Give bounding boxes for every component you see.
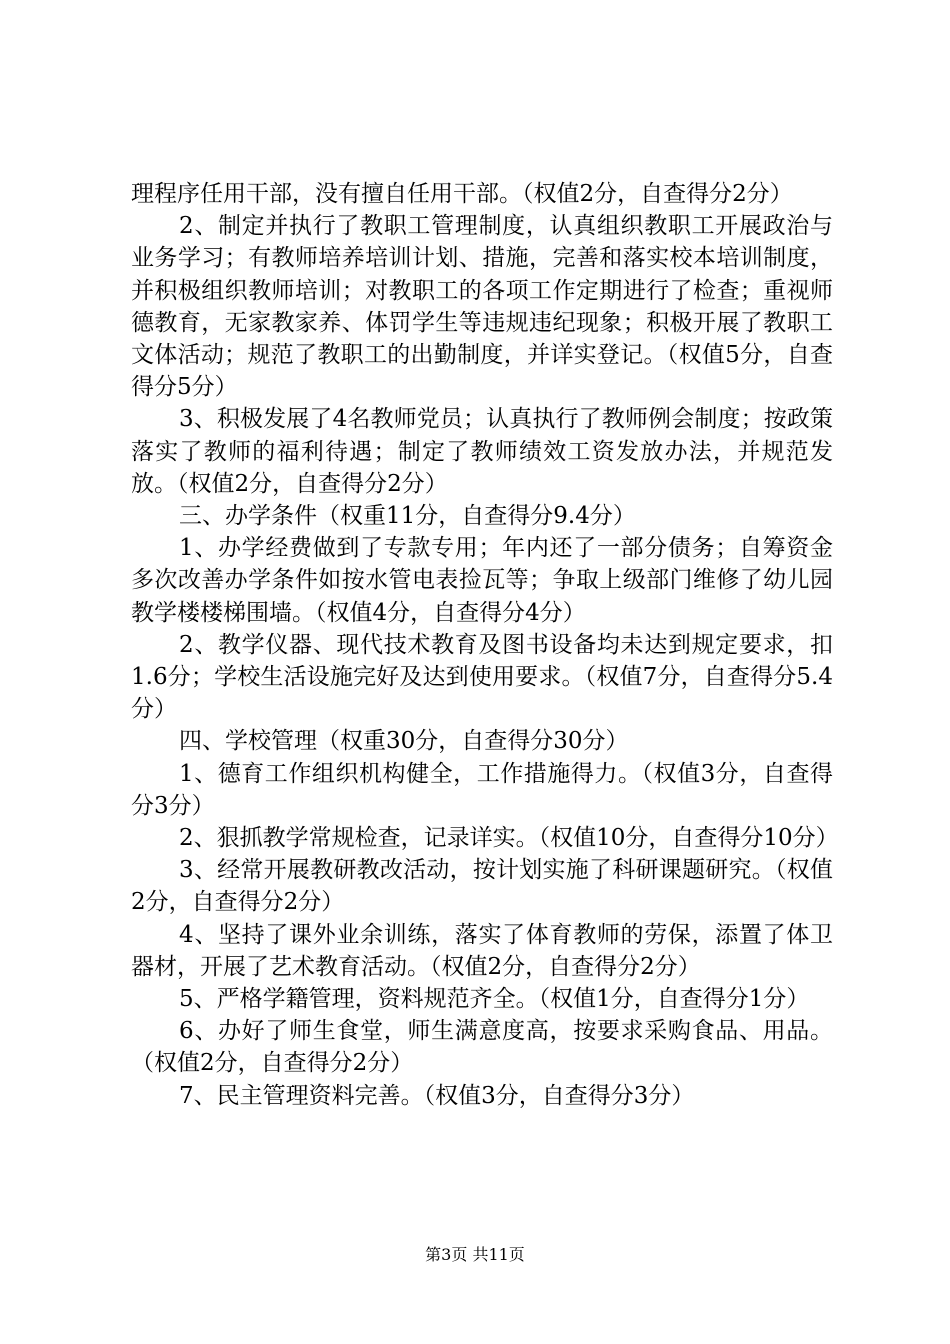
page-footer: 第3页 共11页 (425, 1245, 525, 1264)
paragraph-teaching-routine: 2、狠抓教学常规检查，记录详实。（权值10分，自查得分10分） (179, 825, 839, 852)
paragraph-teaching-research: 3、经常开展教研教改活动，按计划实施了科研课题研究。（权值2分，自查得分2分） (131, 857, 833, 916)
paragraph-equipment: 2、教学仪器、现代技术教育及图书设备均未达到规定要求，扣1.6分；学校生活设施完好及达到使用要求。（权值7分，自查得分5.4分） (131, 631, 833, 723)
paragraph-funding: 1、办学经费做到了专款专用；年内还了一部分债务；自筹资金多次改善办学条件如按水管电表捡瓦等；争取上级部门维修了幼儿园教学楼楼梯围墙。（权值4分，自查得分4分） (131, 535, 833, 626)
paragraph-canteen: 6、办好了师生食堂，师生满意度高，按要求采购食品、用品。（权值2分，自查得分2分） (131, 1018, 833, 1077)
paragraph-moral-education: 1、德育工作组织机构健全，工作措施得力。（权值3分，自查得分3分） (131, 760, 833, 819)
section-heading-school-conditions: 三、办学条件（权重11分，自查得分9.4分） (179, 503, 636, 530)
section-heading-school-management: 四、学校管理（权重30分，自查得分30分） (179, 728, 629, 755)
paragraph-democratic-management: 7、民主管理资料完善。（权值3分，自查得分3分） (179, 1082, 695, 1109)
document-body (131, 178, 839, 1112)
paragraph-student-records: 5、严格学籍管理，资料规范齐全。（权值1分，自查得分1分） (179, 986, 810, 1013)
paragraph-extracurricular: 4、坚持了课外业余训练，落实了体育教师的劳保，添置了体卫器材，开展了艺术教育活动。（权值2分，自查得分2分） (131, 921, 833, 980)
paragraph-cadre-appointment: 理程序任用干部，没有擅自任用干部。（权值2分，自查得分2分） (131, 181, 793, 207)
paragraph-party-members: 3、积极发展了4名教师党员；认真执行了教师例会制度；按政策落实了教师的福利待遇；制定了教师绩效工资发放办法，并规范发放。（权值2分，自查得分2分） (131, 406, 833, 497)
paragraph-staff-management: 2、制定并执行了教职工管理制度，认真组织教职工开展政治与业务学习；有教师培养培训计划、措施，完善和落实校本培训制度，并积极组织教师培训；对教职工的各项工作定期进行了检查；重视师德教育，无家教家养、体罚学生等违规违纪现象；积极开展了教职工文体活动；规范了教职工的出勤制度，并详实登记。（权值5分，自查得分5分） (131, 213, 833, 401)
